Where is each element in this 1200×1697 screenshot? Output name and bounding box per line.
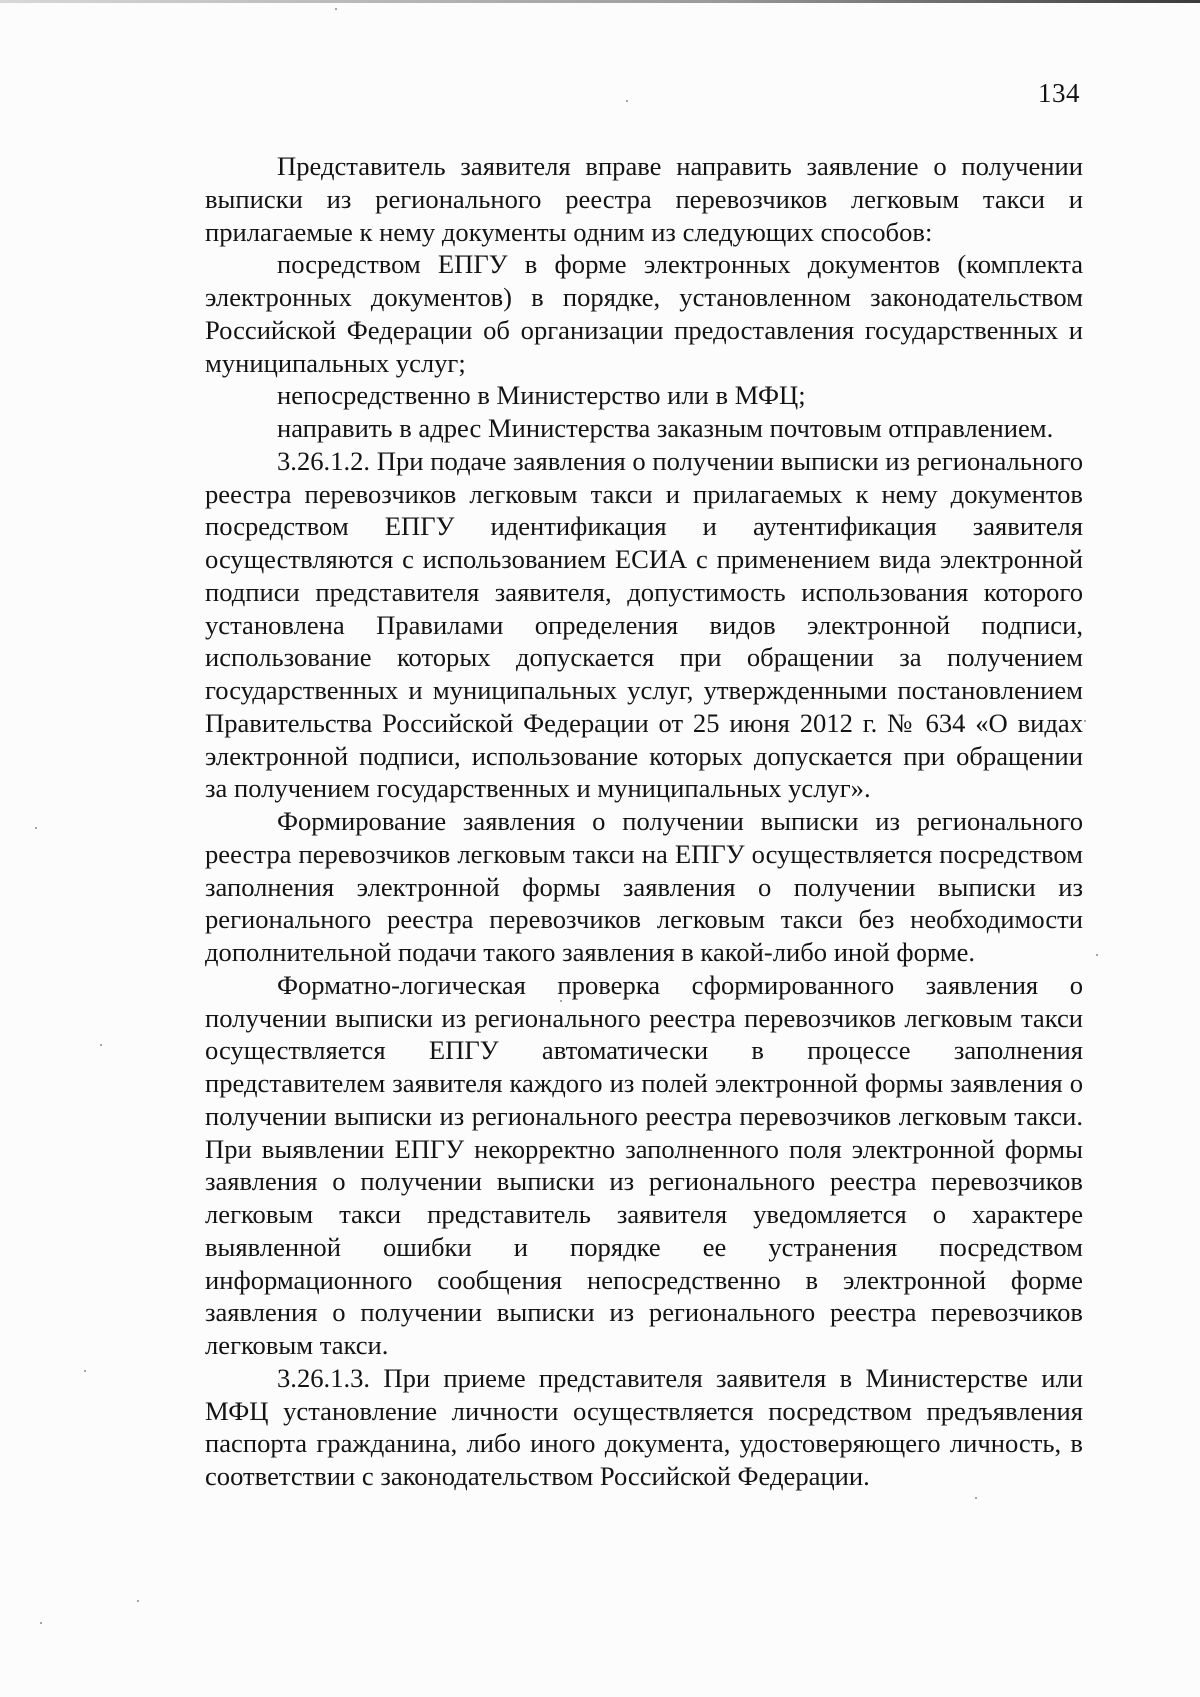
paragraph-postal-method: направить в адрес Министерства заказным почтовым отправлением. bbox=[277, 413, 1054, 443]
paragraph-3-26-1-3: 3.26.1.3. При приеме представителя заявителя в Министерстве или МФЦ установление личности осуществляется посредством предъявления паспорта гражданина, либо иного документа, удостоверяющего личность, в соответствии с законодательством Российской Федерации. bbox=[205, 1362, 1083, 1491]
paragraph-submission-methods: Представитель заявителя вправе направить заявление о получении выписки из регионального реестра перевозчиков легковым такси и прилагаемые к нему документы одним из следующих способов: bbox=[205, 151, 1083, 247]
scan-speck bbox=[84, 1370, 86, 1372]
scan-speck bbox=[100, 1044, 102, 1046]
scan-speck bbox=[1096, 954, 1098, 956]
paragraph-3-26-1-2: 3.26.1.2. При подаче заявления о получении выписки из регионального реестра перевозчиков легковым такси и прилагаемых к нему документов посредством ЕПГУ идентификация и аутентификация заявителя осуществляются с использованием ЕСИА с применением вида электронной подписи представителя заявителя, допустимость использования которого установлена Правилами определения видов электронной подписи, использование которых допускается при обращении за получением государственных и муниципальных услуг, утвержденными постановлением Правительства Российской Федерации от 25 июня 2012 г. № 634 «О видах электронной подписи, использование которых допускается при обращении за получением государственных и муниципальных услуг». bbox=[205, 445, 1083, 804]
scan-speck bbox=[626, 100, 628, 102]
scan-speck bbox=[1084, 720, 1086, 722]
paragraph-epgu-method: посредством ЕПГУ в форме электронных документов (комплекта электронных документов) в порядке, установленном законодательством Российской Федерации об организации предоставления государственных и муниципальных услуг; bbox=[205, 249, 1083, 378]
paragraph-direct-method: непосредственно в Министерство или в МФЦ; bbox=[277, 380, 806, 411]
document-body bbox=[205, 150, 1083, 1493]
scan-top-edge bbox=[0, 0, 1200, 3]
scan-speck bbox=[335, 8, 337, 10]
scan-speck bbox=[975, 1497, 977, 1499]
scan-speck bbox=[40, 1622, 42, 1624]
scan-speck bbox=[35, 827, 37, 829]
paragraph-format-check: Форматно-логическая проверка сформированного заявления о получении выписки из регионального реестра перевозчиков легковым такси осуществляется ЕПГУ автоматически в процессе заполнения представителем заявителя каждого из полей электронной формы заявления о получении выписки из регионального реестра перевозчиков легковым такси. При выявлении ЕПГУ некорректно заполненного поля электронной формы заявления о получении выписки из регионального реестра перевозчиков легковым такси представитель заявителя уведомляется о характере выявленной ошибки и порядке ее устранения посредством информационного сообщения непосредственно в электронной форме заявления о получении выписки из регионального реестра перевозчиков легковым такси. bbox=[205, 969, 1083, 1360]
page-number: 134 bbox=[1038, 78, 1080, 108]
paragraph-form-filling: Формирование заявления о получении выписки из регионального реестра перевозчиков легковым такси на ЕПГУ осуществляется посредством заполнения электронной формы заявления о получении выписки из регионального реестра перевозчиков легковым такси без необходимости дополнительной подачи такого заявления в какой-либо иной форме. bbox=[205, 806, 1083, 967]
scan-speck bbox=[137, 1600, 139, 1602]
